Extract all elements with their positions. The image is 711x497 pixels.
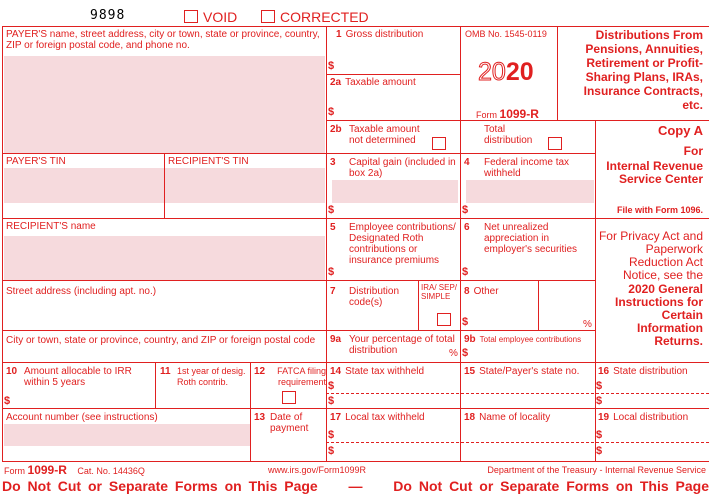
fatca-checkbox[interactable] — [282, 391, 296, 404]
payer-name-label: PAYER'S name, street address, city or town, state or province, country, ZIP or foreign postal code, and phone no. — [6, 29, 320, 51]
city-label: City or town, state or province, country, and ZIP or foreign postal code — [6, 335, 316, 346]
box18-label: 18 Name of locality — [464, 412, 551, 423]
box3-text: Capital gain (included in box 2a) — [349, 157, 456, 179]
box1-dollar: $ — [328, 60, 335, 72]
tax-year: 2020 — [478, 58, 534, 86]
box13-label: 13 — [254, 412, 266, 423]
box17-dollar-1: $ — [328, 429, 335, 441]
box9a-text: Your percentage of total distribution — [349, 334, 455, 356]
privacy-notice: For Privacy Act and Paperwork Reduction Act Notice, see the — [598, 229, 703, 282]
box4-text: Federal income tax withheld — [484, 157, 570, 179]
void-checkbox[interactable] — [184, 10, 198, 23]
recipient-tin-field[interactable] — [165, 168, 325, 203]
box14-dollar-2: $ — [328, 395, 335, 407]
form-code: 9898 — [90, 8, 126, 23]
box4-label: 4 — [464, 157, 470, 168]
corrected-checkbox[interactable] — [261, 10, 275, 23]
box4-dollar: $ — [462, 204, 469, 216]
copy-a-for: For — [683, 144, 703, 158]
box12-label: 12 — [254, 366, 266, 377]
box17-label: 17 Local tax withheld — [330, 412, 425, 423]
void-label: VOID — [203, 9, 238, 25]
box8-dollar: $ — [462, 316, 469, 328]
box12-text: FATCA filing requirement — [277, 366, 326, 387]
box13-text: Date of payment — [270, 412, 309, 434]
box3-dollar: $ — [328, 204, 335, 216]
box9b-dollar: $ — [462, 347, 469, 359]
box11-text: 1st year of desig. Roth contrib. — [177, 366, 246, 387]
box6-dollar: $ — [462, 266, 469, 278]
street-address-label: Street address (including apt. no.) — [6, 286, 157, 297]
box11-label: 11 — [160, 366, 171, 377]
box6-text: Net unrealized appreciation in employer's securities — [484, 222, 578, 255]
box3-label: 3 — [330, 157, 336, 168]
payer-tin-field[interactable] — [4, 168, 164, 203]
ira-sep-simple-label: IRA/ SEP/ SIMPLE — [421, 283, 458, 301]
box17-dollar-2: $ — [328, 445, 335, 457]
box19-dollar-2: $ — [596, 445, 603, 457]
recipient-tin-label: RECIPIENT'S TIN — [168, 156, 249, 167]
box5-label: 5 — [330, 222, 336, 233]
box7-label: 7 — [330, 286, 336, 297]
general-instructions: 2020 General Instructions for Certain Information Returns. — [614, 282, 703, 348]
box2b-text: Taxable amount not determined — [349, 124, 420, 146]
box2b-label: 2b — [330, 124, 342, 135]
footer-url: www.irs.gov/Form1099R — [268, 465, 367, 475]
form-title: Distributions From Pensions, Annuities, Retirement or Profit-Sharing Plans, IRAs, Insurance Contracts, etc. — [583, 28, 703, 112]
box4-field[interactable] — [466, 180, 594, 203]
box8-label: 8 Other — [464, 286, 499, 297]
box8-percent: % — [583, 319, 592, 330]
box5-dollar: $ — [328, 266, 335, 278]
account-number-label: Account number (see instructions) — [6, 412, 158, 423]
total-distribution-label: Total distribution — [484, 124, 533, 146]
do-not-cut-warning: Do Not Cut or Separate Forms on This Page — Do Not Cut or Separate Forms on This Page — [2, 478, 709, 494]
box16-label: 16 State distribution — [598, 366, 688, 377]
payer-tin-label: PAYER'S TIN — [6, 156, 66, 167]
file-with-1096: File with Form 1096. — [616, 205, 703, 215]
payer-info-field[interactable] — [4, 56, 325, 153]
ira-sep-simple-checkbox[interactable] — [437, 313, 451, 326]
box14-label: 14 State tax withheld — [330, 366, 425, 377]
box15-label: 15 State/Payer's state no. — [464, 366, 580, 377]
box19-label: 19 Local distribution — [598, 412, 689, 423]
recipient-name-label: RECIPIENT'S name — [6, 221, 96, 232]
account-number-field[interactable] — [4, 424, 250, 446]
box10-label: 10 — [6, 366, 18, 377]
box10-text: Amount allocable to IRR within 5 years — [24, 366, 132, 388]
recipient-name-field[interactable] — [4, 236, 325, 280]
corrected-label: CORRECTED — [280, 9, 369, 25]
box6-label: 6 — [464, 222, 470, 233]
box2b-checkbox[interactable] — [432, 137, 446, 150]
box9a-label: 9a — [330, 334, 342, 345]
box10-dollar: $ — [4, 395, 11, 407]
box5-text: Employee contributions/ Designated Roth contributions or insurance premiums — [349, 222, 456, 266]
box16-dollar-1: $ — [596, 380, 603, 392]
footer-form-id: Form 1099-R Cat. No. 14436Q — [4, 463, 145, 477]
box16-dollar-2: $ — [596, 395, 603, 407]
box7-text: Distribution code(s) — [349, 286, 400, 308]
box2a-dollar: $ — [328, 106, 335, 118]
box9b-label: 9b Total employee contributions — [464, 334, 582, 345]
omb-number: OMB No. 1545-0119 — [465, 29, 547, 39]
footer-department: Department of the Treasury - Internal Revenue Service — [487, 465, 706, 475]
form-id: Form 1099-R — [476, 107, 539, 121]
box1-label: 1 Gross distribution — [336, 29, 424, 40]
total-distribution-checkbox[interactable] — [548, 137, 562, 150]
box9a-percent: % — [449, 348, 458, 359]
box19-dollar-1: $ — [596, 429, 603, 441]
copy-a-label: Copy A — [657, 123, 703, 138]
box2a-label: 2a Taxable amount — [330, 77, 416, 88]
copy-a-irs: Internal Revenue Service Center — [606, 159, 703, 186]
box3-field[interactable] — [332, 180, 458, 203]
box14-dollar-1: $ — [328, 380, 335, 392]
